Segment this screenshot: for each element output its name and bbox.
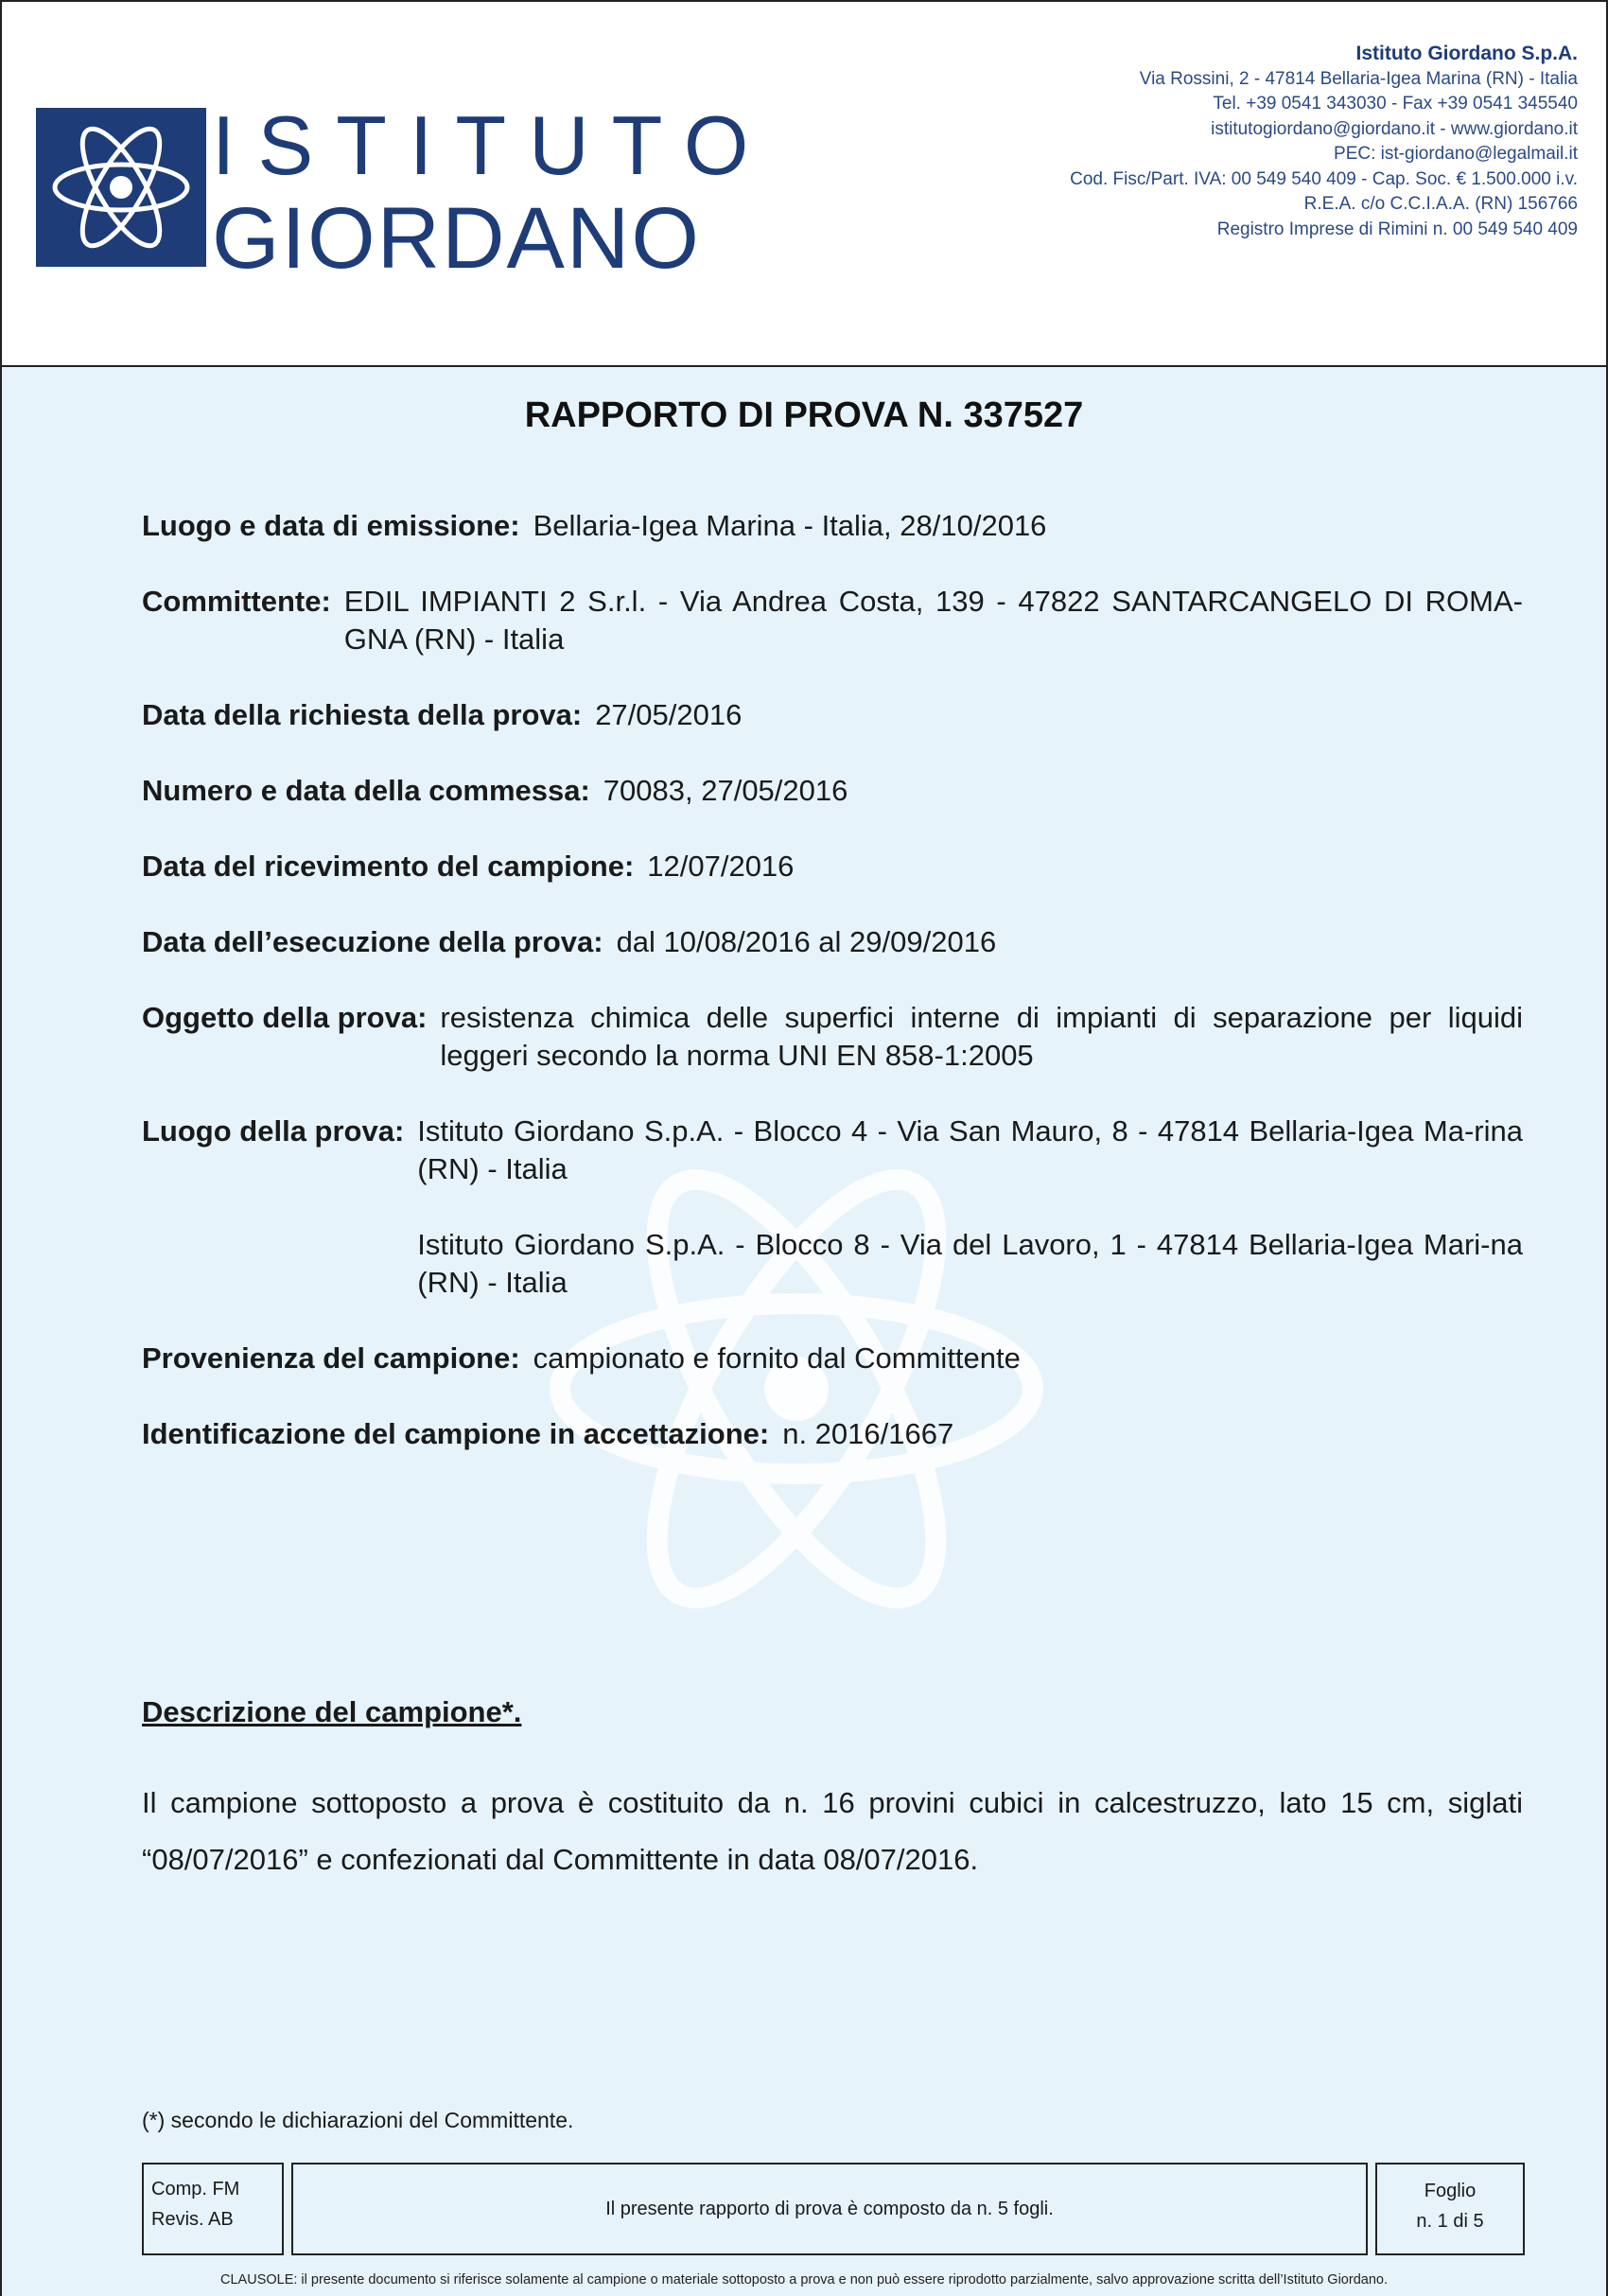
report-body xyxy=(2,367,1606,2296)
field-label: Data del ricevimento del campione: xyxy=(142,850,635,883)
field-value-secondary: Istituto Giordano S.p.A. - Blocco 8 - Via del Lavoro, 1 - 47814 Bellaria-Igea Mari-na (RN) - Italia xyxy=(417,1228,1523,1299)
brand-line1: ISTITUTO xyxy=(212,98,772,192)
company-registry: Registro Imprese di Rimini n. 00 549 540 409 xyxy=(1216,219,1578,239)
atom-logo-icon xyxy=(36,108,206,267)
company-rea: R.E.A. c/o C.C.I.A.A. (RN) 156766 xyxy=(1303,194,1578,214)
field-test-object xyxy=(142,999,1523,1075)
field-value: dal 10/08/2016 al 29/09/2016 xyxy=(616,925,997,958)
field-request-date xyxy=(142,696,1523,734)
sheet-label: Foglio xyxy=(1424,2181,1477,2201)
field-value: resistenza chimica delle superfici interne di impianti di separazione per liquidi leggeri secondo la norma UNI EN 858-1:2005 xyxy=(440,1001,1523,1072)
company-fiscal: Cod. Fisc/Part. IVA: 00 549 540 409 - Cap. Soc. € 1.500.000 i.v. xyxy=(1070,168,1578,189)
report-title: RAPPORTO DI PROVA N. 337527 xyxy=(524,395,1084,435)
company-email-web: istitutogiordano@giordano.it - www.giordano.it xyxy=(1211,118,1578,139)
company-address: Via Rossini, 2 - 47814 Bellaria-Igea Marina (RN) - Italia xyxy=(1139,68,1578,89)
field-sample-origin xyxy=(142,1340,1523,1377)
revis-label: Revis. AB xyxy=(151,2209,234,2230)
field-label: Luogo e data di emissione: xyxy=(142,509,520,542)
field-label: Identificazione del campione in accettazione: xyxy=(142,1417,770,1450)
field-label: Oggetto della prova: xyxy=(142,1001,428,1034)
letterhead xyxy=(2,2,1606,367)
revision-box xyxy=(142,2163,284,2255)
field-value: 27/05/2016 xyxy=(595,698,743,731)
page-count-box xyxy=(291,2163,1368,2255)
description-text: Il campione sottoposto a prova è costituito da n. 16 provini cubici in calcestruzzo, lato 15 cm, siglati “08/07/2016” e confezionati dal Committente in data 08/07/2016. xyxy=(142,1786,1523,1876)
report-fields xyxy=(142,507,1523,1491)
field-label: Provenienza del campione: xyxy=(142,1341,520,1375)
field-test-location xyxy=(142,1113,1523,1302)
company-info xyxy=(1070,42,1578,242)
field-value: EDIL IMPIANTI 2 S.r.l. - Via Andrea Costa, 139 - 47822 SANTARCANGELO DI ROMA-GNA (RN) - Italia xyxy=(343,585,1523,656)
field-test-dates xyxy=(142,923,1523,961)
field-value: 12/07/2016 xyxy=(647,850,795,883)
field-receipt-date xyxy=(142,848,1523,885)
field-value: campionato e fornito dal Committente xyxy=(533,1341,1021,1375)
field-label: Committente: xyxy=(142,585,331,618)
description-heading: Descrizione del campione*. xyxy=(142,1695,522,1728)
clauses-text: CLAUSOLE: il presente documento si riferisce solamente al campione o materiale sottoposto a prova e non può essere riprodotto parzialmente, salvo approvazione scritta dell’Istituto Giordano. xyxy=(220,2272,1388,2287)
sheet-box xyxy=(1375,2163,1525,2255)
field-client xyxy=(142,583,1523,658)
company-phone-fax: Tel. +39 0541 343030 - Fax +39 0541 345540 xyxy=(1213,94,1578,114)
field-value: 70083, 27/05/2016 xyxy=(603,774,848,807)
field-label: Luogo della prova: xyxy=(142,1114,405,1148)
field-value: Bellaria-Igea Marina - Italia, 28/10/2016 xyxy=(533,509,1047,542)
sheet-number: n. 1 di 5 xyxy=(1416,2211,1484,2232)
field-value: n. 2016/1667 xyxy=(782,1417,954,1450)
field-label: Data della richiesta della prova: xyxy=(142,698,583,731)
page-count-text: Il presente rapporto di prova è composto da n. 5 fogli. xyxy=(605,2199,1054,2219)
comp-label: Comp. FM xyxy=(151,2179,240,2200)
footnote: (*) secondo le dichiarazioni del Committente. xyxy=(142,2108,574,2132)
brand-name xyxy=(212,100,771,286)
field-sample-id xyxy=(142,1415,1523,1453)
company-name: Istituto Giordano S.p.A. xyxy=(1355,43,1578,64)
field-order xyxy=(142,772,1523,810)
field-label: Numero e data della commessa: xyxy=(142,774,590,807)
brand-line2: GIORDANO xyxy=(212,190,701,287)
field-value: Istituto Giordano S.p.A. - Blocco 4 - Via San Mauro, 8 - 47814 Bellaria-Igea Ma-rina (RN) - Italia xyxy=(417,1114,1523,1185)
field-label: Data dell’esecuzione della prova: xyxy=(142,925,603,958)
footer-boxes xyxy=(142,2163,1525,2255)
field-emission xyxy=(142,507,1523,545)
field-value-group xyxy=(417,1113,1523,1302)
company-pec: PEC: ist-giordano@legalmail.it xyxy=(1334,144,1578,164)
